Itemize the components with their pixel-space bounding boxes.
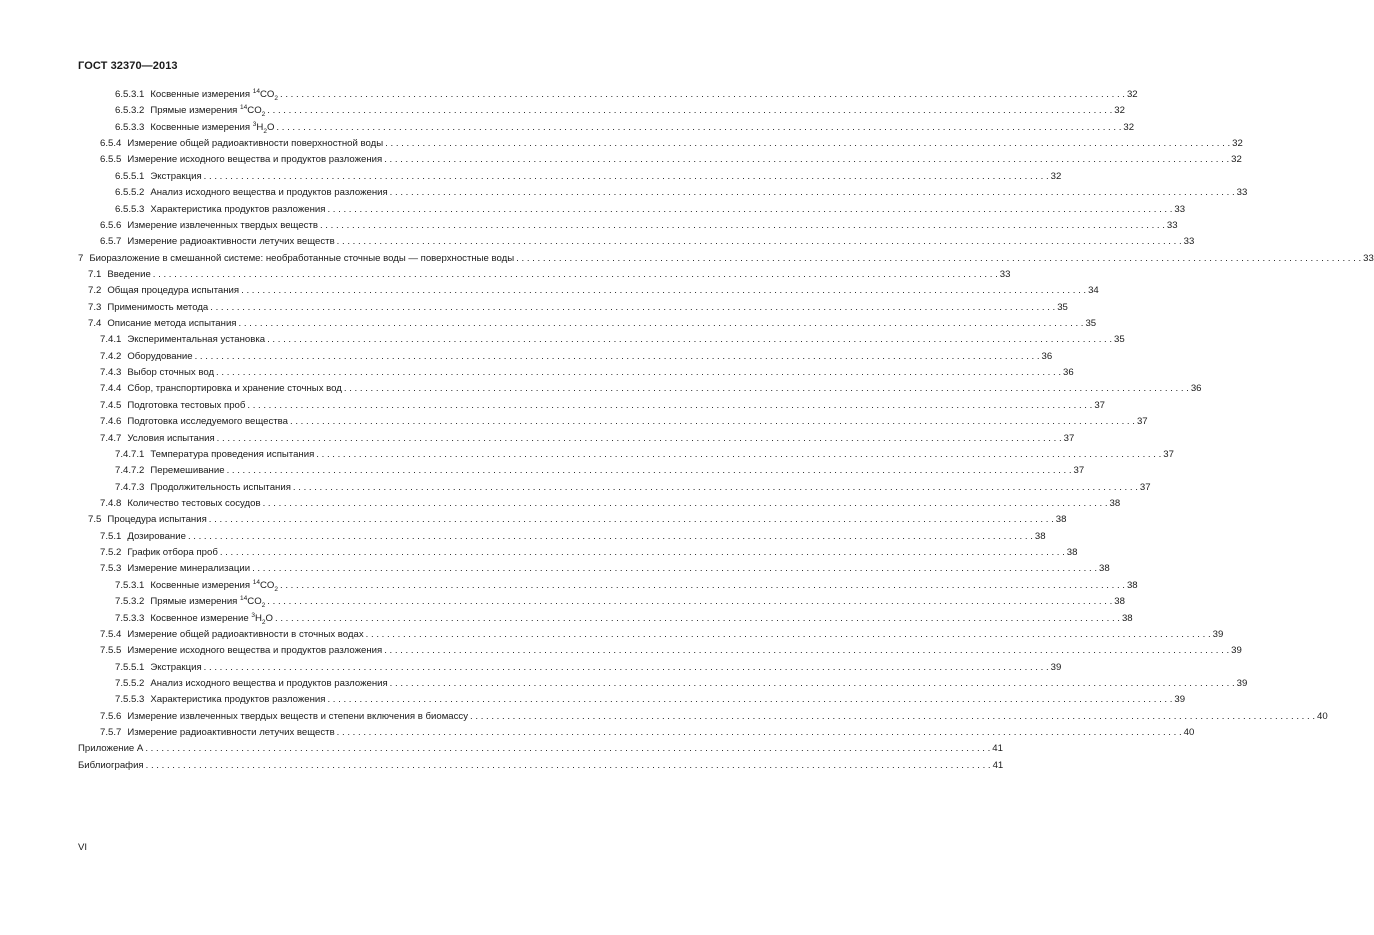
toc-entry-title: Измерение извлеченных твердых веществ	[127, 219, 318, 231]
toc-entry-title: Экстракция	[150, 661, 202, 673]
toc-entry-page: 37	[1094, 399, 1105, 411]
dot-leader	[337, 725, 1182, 741]
toc-entry-title: Анализ исходного вещества и продуктов разложения	[150, 677, 388, 689]
dot-leader	[293, 480, 1138, 496]
toc-entry[interactable]	[0, 87, 1138, 103]
toc-entry[interactable]	[0, 611, 1133, 627]
chemical-formula: $^3H_2O$	[252, 120, 275, 135]
toc-entry-title: Приложение А	[78, 743, 144, 755]
toc-entry[interactable]	[0, 692, 1186, 708]
toc-entry[interactable]	[0, 463, 1085, 479]
chemical-formula: $^{14}CO_2$	[252, 87, 279, 102]
toc-entry-number: 6.5.7	[100, 236, 122, 248]
dot-leader	[290, 414, 1135, 430]
toc-entry-title: Прямые измерения $^{14}CO_2$	[150, 104, 266, 119]
dot-leader	[210, 300, 1055, 316]
toc-entry[interactable]	[0, 365, 1074, 381]
toc-entry-number: 7.5.5.1	[115, 661, 145, 673]
toc-entry-page: 32	[1231, 154, 1242, 166]
toc-entry-title: Температура проведения испытания	[150, 448, 315, 460]
toc-entry-page: 36	[1041, 350, 1053, 362]
dot-leader	[337, 234, 1182, 250]
toc-entry-page: 36	[1063, 367, 1074, 379]
toc-entry-page: 32	[1050, 170, 1062, 182]
toc-entry[interactable]	[0, 283, 1099, 299]
toc-entry-page: 33	[1236, 187, 1248, 199]
toc-entry-number: 7.5.1	[100, 530, 122, 542]
dot-leader	[247, 398, 1092, 414]
dot-leader	[390, 185, 1235, 201]
toc-entry-number: 7.5.5	[100, 645, 122, 657]
dot-leader	[320, 218, 1165, 234]
toc-entry-page: 39	[1212, 628, 1224, 640]
toc-entry[interactable]	[0, 725, 1195, 741]
toc-entry[interactable]	[0, 234, 1195, 250]
toc-entry-number: 7.4.7	[100, 432, 122, 444]
toc-entry-page: 37	[1139, 481, 1151, 493]
dot-leader	[344, 381, 1189, 397]
dot-leader	[263, 496, 1108, 512]
toc-entry-page: 38	[1114, 596, 1125, 608]
toc-entry-page: 39	[1174, 694, 1186, 706]
toc-entry-number: 6.5.6	[100, 219, 122, 231]
dot-leader	[276, 120, 1121, 136]
toc-entry-title: Характеристика продуктов разложения	[150, 694, 326, 706]
dot-leader	[195, 349, 1040, 365]
toc-entry-number: 7.5.2	[100, 547, 122, 559]
toc-entry-number: 7.4.3	[100, 367, 122, 379]
toc-entry[interactable]	[0, 414, 1148, 430]
dot-leader	[252, 561, 1097, 577]
toc-entry-title: Измерение извлеченных твердых веществ и степени включения в биомассу	[127, 710, 469, 722]
toc-entry-number: 7.4	[88, 318, 102, 330]
toc-entry-title: Косвенные измерения $^{14}CO_2$	[150, 87, 279, 102]
toc-entry[interactable]	[0, 545, 1078, 561]
dot-leader	[280, 87, 1125, 103]
toc-entry[interactable]	[0, 578, 1138, 594]
toc-entry-number: 7.5	[88, 514, 102, 526]
toc-entry[interactable]	[0, 627, 1224, 643]
dot-leader	[204, 660, 1049, 676]
toc-entry[interactable]	[0, 594, 1125, 610]
toc-entry[interactable]	[0, 169, 1062, 185]
toc-entry[interactable]	[0, 431, 1075, 447]
dot-leader	[470, 709, 1315, 725]
toc-entry[interactable]	[0, 709, 1328, 725]
toc-entry-title: Библиография	[78, 759, 144, 771]
toc-entry-number: 7.2	[88, 285, 102, 297]
page-number: VI	[78, 842, 88, 853]
toc-entry-number: 7.4.4	[100, 383, 122, 395]
toc-entry[interactable]	[0, 300, 1068, 316]
toc-entry-number: 7.5.5.3	[115, 694, 145, 706]
toc-entry[interactable]	[0, 512, 1067, 528]
toc-entry-page: 37	[1073, 465, 1085, 477]
toc-entry-number: 7.5.3	[100, 563, 122, 575]
toc-entry-number: 7.5.3.2	[115, 596, 145, 608]
toc-entry-page: 32	[1114, 105, 1125, 117]
toc-entry-number: 7.5.3.1	[115, 579, 145, 591]
toc-entry-title: Измерение общей радиоактивности в сточных водах	[127, 628, 364, 640]
toc-entry[interactable]	[0, 136, 1243, 152]
toc-entry-number: 6.5.3.1	[115, 89, 145, 100]
toc-entry-title: Дозирование	[127, 530, 186, 542]
dot-leader	[327, 202, 1172, 218]
toc-entry-number: 7.4.7.2	[115, 465, 145, 477]
toc-entry-number: 7.3	[88, 301, 102, 313]
dot-leader	[204, 169, 1049, 185]
toc-entry[interactable]	[0, 202, 1186, 218]
toc-entry-page: 33	[1363, 252, 1374, 264]
toc-entry[interactable]	[0, 218, 1178, 234]
dot-leader	[327, 692, 1172, 708]
toc-entry-page: 38	[1066, 547, 1078, 559]
dot-leader	[216, 365, 1061, 381]
dot-leader	[316, 447, 1161, 463]
toc-entry-page: 37	[1136, 416, 1148, 428]
toc-entry-page: 39	[1231, 645, 1242, 657]
toc-entry[interactable]	[0, 398, 1105, 414]
toc-entry-title: Общая процедура испытания	[107, 285, 240, 297]
dot-leader	[227, 463, 1072, 479]
toc-entry-title: Количество тестовых сосудов	[127, 497, 261, 509]
toc-entry-number: 7.4.5	[100, 399, 122, 411]
toc-entry[interactable]	[0, 267, 1011, 283]
chemical-formula: $^{14}CO_2$	[252, 578, 279, 593]
toc-entry-number: 6.5.3.3	[115, 121, 145, 133]
toc-entry-title: Измерение исходного вещества и продуктов разложения	[127, 645, 383, 657]
toc-entry-number: 6.5.5.1	[115, 170, 145, 182]
toc-entry-title: Продолжительность испытания	[150, 481, 291, 493]
toc-entry-page: 35	[1114, 334, 1125, 346]
toc-entry-number: 7.5.6	[100, 710, 122, 722]
toc-entry-number: 7.1	[88, 268, 102, 280]
toc-entry-page: 39	[1050, 661, 1062, 673]
dot-leader	[516, 251, 1361, 267]
toc-entry-number: 7.4.7.1	[115, 448, 145, 460]
chemical-formula: $^3H_2O$	[251, 611, 273, 626]
toc-entry-page: 38	[1121, 612, 1133, 624]
dot-leader	[280, 578, 1125, 594]
toc-entry-number: 7.4.1	[100, 334, 122, 346]
toc-entry-page: 39	[1236, 677, 1248, 689]
toc-entry[interactable]	[0, 447, 1174, 463]
toc-entry-title: Введение	[107, 268, 151, 280]
toc-entry-title: Перемешивание	[150, 465, 225, 477]
dot-leader	[385, 136, 1230, 152]
toc-entry-page: 33	[1166, 219, 1178, 231]
toc-entry[interactable]	[0, 316, 1097, 332]
toc-entry[interactable]	[0, 152, 1242, 168]
toc-entry-title: Подготовка тестовых проб	[127, 399, 246, 411]
toc-entry-title: Косвенные измерения $^{14}CO_2$	[150, 578, 279, 593]
toc-entry-title: Измерение минерализации	[127, 563, 251, 575]
toc-entry-title: Экстракция	[150, 170, 202, 182]
chemical-formula: $^{14}CO_2$	[240, 104, 266, 119]
toc-entry-title: Измерение радиоактивности летучих веществ	[127, 236, 335, 248]
toc-entry-number: 7.4.8	[100, 497, 122, 509]
toc-entry-number: 7.5.3.3	[115, 612, 145, 624]
dot-leader	[384, 643, 1229, 659]
toc-entry-number: 7.4.7.3	[115, 481, 145, 493]
toc-entry-number: 6.5.5.2	[115, 187, 145, 199]
toc-entry-page: 33	[1174, 203, 1186, 215]
toc-entry-title: Прямые измерения $^{14}CO_2$	[150, 594, 266, 610]
toc-entry-number: 6.5.5.3	[115, 203, 145, 215]
toc-entry-number: 7.5.4	[100, 628, 122, 640]
toc-entry-page: 38	[1109, 497, 1121, 509]
toc-entry-title: Анализ исходного вещества и продуктов разложения	[150, 187, 388, 199]
toc-entry-title: Экспериментальная установка	[127, 334, 266, 346]
toc-entry-page: 32	[1123, 121, 1135, 133]
toc-entry-page: 41	[992, 743, 1003, 755]
dot-leader	[146, 758, 991, 774]
toc-entry-page: 32	[1232, 138, 1243, 150]
toc-entry-title: Характеристика продуктов разложения	[150, 203, 326, 215]
toc-entry-page: 38	[1034, 530, 1046, 542]
toc-entry-page: 33	[999, 268, 1011, 280]
toc-entry[interactable]	[0, 381, 1202, 397]
chemical-formula: $^{14}CO_2$	[240, 594, 266, 610]
toc-entry-page: 35	[1085, 318, 1097, 330]
toc-entry[interactable]	[0, 561, 1110, 577]
toc-entry-title: Биоразложение в смешанной системе: необработанные сточные воды — поверхностные воды	[89, 252, 515, 264]
toc-entry-page: 34	[1088, 285, 1099, 297]
toc-entry-title: Сбор, транспортировка и хранение сточных вод	[127, 383, 342, 395]
toc-entry-title: Измерение радиоактивности летучих веществ	[127, 727, 335, 739]
toc-entry[interactable]	[0, 349, 1053, 365]
toc-entry-number: 7	[78, 252, 84, 264]
toc-entry-number: 6.5.5	[100, 154, 122, 166]
toc-entry-title: Процедура испытания	[107, 514, 207, 526]
dot-leader	[209, 512, 1054, 528]
toc-entry-number: 6.5.4	[100, 138, 122, 150]
toc-entry-page: 33	[1183, 236, 1195, 248]
toc-entry-title: Измерение общей радиоактивности поверхностной воды	[127, 138, 384, 150]
toc-entry-title: Измерение исходного вещества и продуктов разложения	[127, 154, 383, 166]
dot-leader	[220, 545, 1065, 561]
toc-entry[interactable]	[0, 660, 1062, 676]
toc-entry-page: 38	[1126, 579, 1138, 591]
toc-entry-page: 36	[1190, 383, 1202, 395]
document-header: ГОСТ 32370—2013	[78, 60, 178, 72]
toc-entry-title: Подготовка исследуемого вещества	[127, 416, 288, 428]
toc-entry[interactable]	[0, 529, 1046, 545]
toc-entry[interactable]	[0, 480, 1151, 496]
toc-entry-page: 37	[1163, 448, 1174, 460]
table-of-contents	[0, 87, 1374, 774]
dot-leader	[188, 529, 1033, 545]
toc-entry-title: Косвенные измерения $^3H_2O$	[150, 120, 275, 135]
toc-entry[interactable]	[0, 251, 1374, 267]
dot-leader	[267, 594, 1112, 610]
toc-entry-title: Выбор сточных вод	[127, 367, 215, 379]
toc-entry-page: 41	[992, 759, 1004, 771]
toc-entry[interactable]	[0, 676, 1248, 692]
toc-entry[interactable]	[0, 758, 1004, 774]
toc-entry-title: Применимость метода	[107, 301, 209, 313]
toc-entry-number: 7.4.2	[100, 350, 122, 362]
dot-leader	[217, 431, 1062, 447]
toc-entry[interactable]	[0, 103, 1125, 119]
toc-entry-title: Условия испытания	[127, 432, 215, 444]
dot-leader	[241, 283, 1086, 299]
toc-entry-page: 38	[1099, 563, 1110, 575]
dot-leader	[275, 611, 1120, 627]
toc-entry-number: 7.4.6	[100, 416, 122, 428]
toc-entry[interactable]	[0, 643, 1242, 659]
toc-entry-page: 38	[1055, 514, 1067, 526]
toc-entry[interactable]	[0, 496, 1121, 512]
dot-leader	[390, 676, 1235, 692]
toc-entry[interactable]	[0, 185, 1248, 201]
toc-entry-page: 37	[1063, 432, 1075, 444]
dot-leader	[153, 267, 998, 283]
toc-entry-title: График отбора проб	[127, 547, 218, 559]
toc-entry-number: 6.5.3.2	[115, 105, 145, 117]
dot-leader	[267, 332, 1112, 348]
toc-entry[interactable]	[0, 120, 1135, 136]
dot-leader	[239, 316, 1084, 332]
toc-entry-title: Оборудование	[127, 350, 193, 362]
toc-entry-page: 40	[1316, 710, 1328, 722]
dot-leader	[145, 741, 990, 757]
dot-leader	[384, 152, 1229, 168]
toc-entry[interactable]	[0, 332, 1125, 348]
toc-entry-page: 32	[1126, 89, 1138, 100]
dot-leader	[267, 103, 1112, 119]
toc-entry-title: Косвенное измерение $^3H_2O$	[150, 611, 273, 626]
toc-entry-number: 7.5.7	[100, 727, 122, 739]
toc-entry-page: 40	[1183, 727, 1195, 739]
dot-leader	[366, 627, 1211, 643]
toc-entry-title: Описание метода испытания	[107, 318, 237, 330]
toc-entry-page: 35	[1057, 301, 1068, 313]
toc-entry-number: 7.5.5.2	[115, 677, 145, 689]
toc-entry[interactable]	[0, 741, 1003, 757]
